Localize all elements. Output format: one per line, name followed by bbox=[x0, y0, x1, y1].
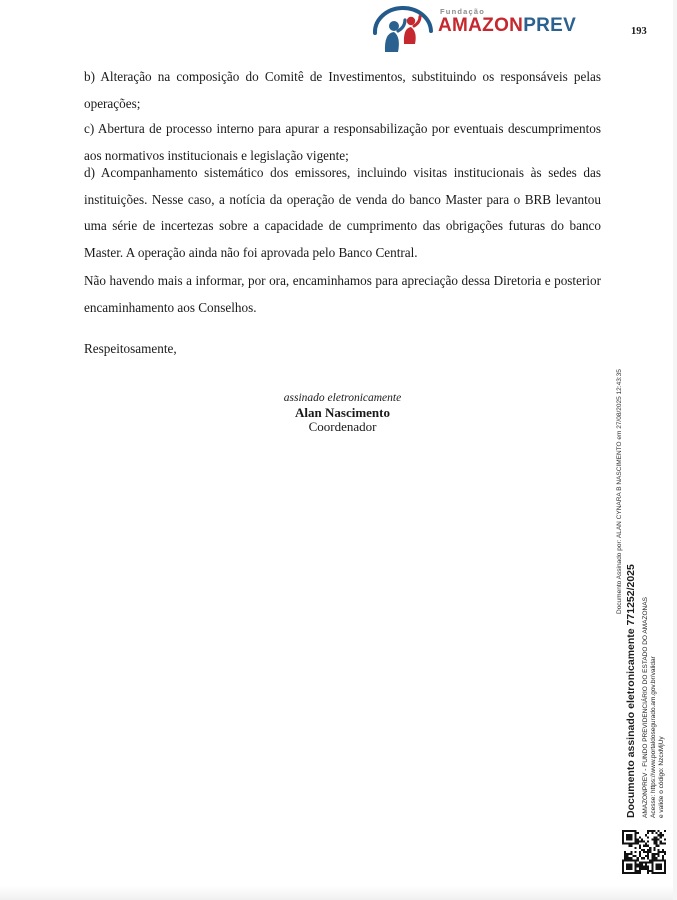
signature-block bbox=[84, 391, 601, 435]
signed-by-line: Documento Assinado por: ALAN CYNARA B NASCIMENTO em 27/08/2025 12:43:35 bbox=[616, 369, 623, 614]
amazonprev-logo-icon bbox=[372, 3, 434, 53]
logo-wordmark bbox=[438, 3, 576, 36]
signature-strip-details bbox=[642, 597, 666, 818]
paragraph-item-c: c) Abertura de processo interno para apurar a responsabilização por eventuais descumprimentos aos normativos institucionais e legislação vigente; bbox=[84, 121, 601, 163]
paragraph-closing: Não havendo mais a informar, por ora, encaminhamos para apreciação dessa Diretoria e posterior encaminhamento aos Conselhos. bbox=[84, 273, 601, 315]
logo-brand-amazon: AMAZON bbox=[438, 15, 524, 36]
page-bottom-edge bbox=[0, 886, 677, 900]
paragraph-item-d: d) Acompanhamento sistemático dos emissores, incluindo visitas institucionais às sedes das instituições. Nesse caso, a notícia da operação de venda do banco Master para o BRB levantou uma série de incertezas sobre a capacidade de cumprimento das obrigações futuras do banco Master. A operação ainda não foi aprovada pelo Banco Central. bbox=[84, 165, 601, 260]
signature-role: Coordenador bbox=[308, 419, 377, 434]
paragraph-salutation: Respeitosamente, bbox=[84, 341, 177, 356]
qr-code bbox=[622, 830, 666, 874]
signature-strip-title: Documento assinado eletronicamente 771252/2025 bbox=[625, 564, 637, 818]
paragraph-item-b: b) Alteração na composição do Comitê de Investimentos, substituindo os responsáveis pelas operações; bbox=[84, 69, 601, 111]
logo-brand-prev: PREV bbox=[523, 15, 577, 36]
page-right-edge bbox=[673, 0, 677, 900]
logo-tagline: Fundação bbox=[440, 7, 486, 16]
validate-url-line: Acesse: https://www.portaldosegurado.am.gov.br/validar bbox=[650, 656, 657, 818]
signature-name: Alan Nascimento bbox=[295, 404, 390, 420]
logo-brand bbox=[438, 16, 576, 36]
signature-note: assinado eletronicamente bbox=[283, 392, 402, 404]
validate-code-line: e valide o código: NzcxMjUy bbox=[658, 736, 665, 818]
header-logo bbox=[372, 3, 576, 53]
org-line: AMAZONPREV - FUNDO PREVIDENCIÁRIO DO ESTADO DO AMAZONAS bbox=[642, 597, 649, 818]
page-number: 193 bbox=[631, 26, 647, 37]
signature-strip bbox=[612, 330, 672, 882]
